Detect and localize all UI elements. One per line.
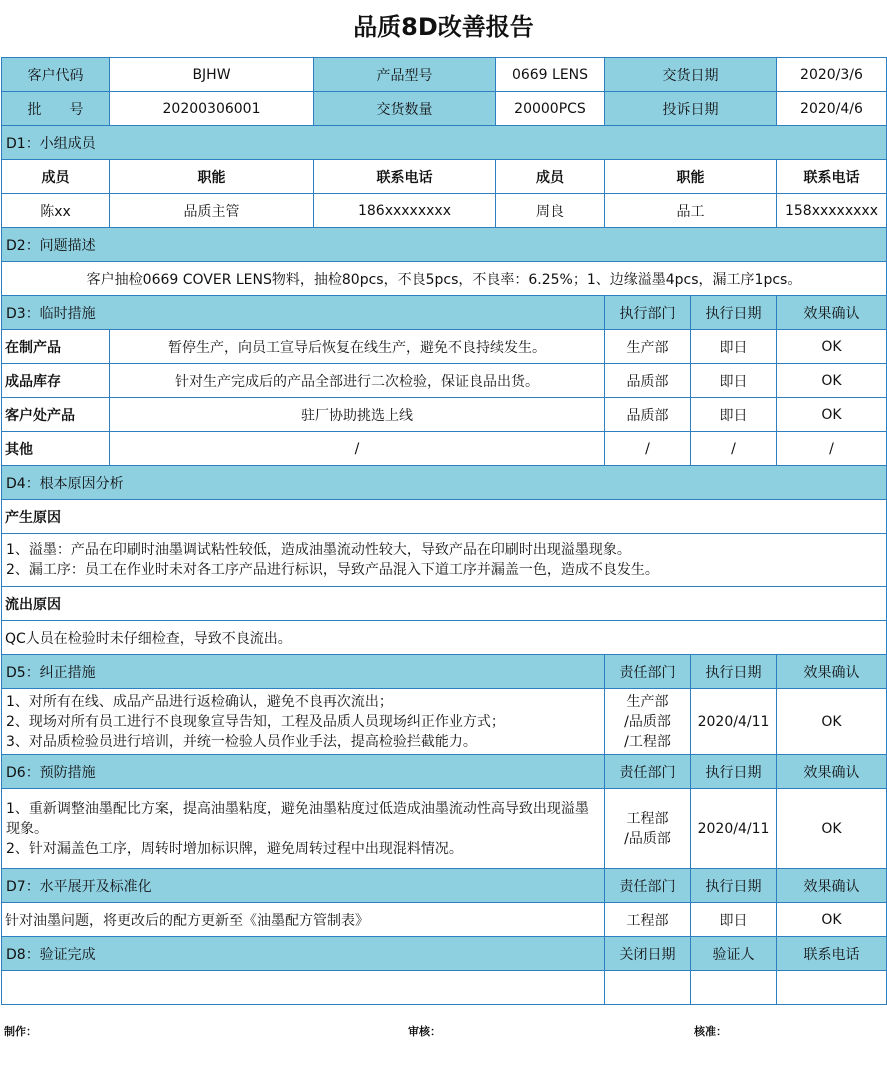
d3-row-dept: 生产部: [605, 330, 691, 364]
d3-row-result: OK: [777, 330, 887, 364]
complaint-date-value: 2020/4/6: [777, 92, 887, 126]
d1-col-phone-1: 联系电话: [314, 160, 496, 194]
d3-row-text: 暂停生产，向员工宣导后恢复在线生产，避免不良持续发生。: [110, 330, 605, 364]
d5-col-result: 效果确认: [777, 655, 887, 689]
d3-row-dept: /: [605, 432, 691, 466]
d8-close-date: [605, 971, 691, 1005]
d2-title: D2：问题描述: [2, 228, 887, 262]
d6-dept: [605, 789, 691, 869]
d1-col-member-1: 成员: [2, 160, 110, 194]
d5-title: D5：纠正措施: [2, 655, 605, 689]
report-title: 品质8D改善报告: [353, 13, 534, 41]
d6-line-1: 1、重新调整油墨配比方案，提高油墨粘度，避免油墨粘度过低造成油墨流动性高导致出现溢墨现象。: [6, 800, 589, 837]
d3-row: [2, 364, 887, 398]
d6-col-date: 执行日期: [691, 755, 777, 789]
d6-col-dept: 责任部门: [605, 755, 691, 789]
d6-date: 2020/4/11: [691, 789, 777, 869]
d5-line-3: 3、对品质检验员进行培训，并统一检验人员作业手法，提高检验拦截能力。: [6, 733, 477, 750]
d7-col-date: 执行日期: [691, 869, 777, 903]
d3-row-label: 其他: [2, 432, 110, 466]
d6-title: D6：预防措施: [2, 755, 605, 789]
d1-col-member-2: 成员: [496, 160, 605, 194]
d7-dept: 工程部: [605, 903, 691, 937]
d1-role-1: 品质主管: [110, 194, 314, 228]
d7-result: OK: [777, 903, 887, 937]
d5-col-dept: 责任部门: [605, 655, 691, 689]
d1-member-2: 周良: [496, 194, 605, 228]
d3-row-date: /: [691, 432, 777, 466]
d4-cause-line-1: 1、溢墨：产品在印刷时油墨调试粘性较低，造成油墨流动性较大，导致产品在印刷时出现溢墨现象。: [6, 542, 631, 558]
d3-row-dept: 品质部: [605, 398, 691, 432]
d6-dept-line-2: /品质部: [624, 830, 671, 847]
d5-line-1: 1、对所有在线、成品产品进行返检确认，避免不良再次流出；: [6, 693, 393, 710]
d5-result: OK: [777, 689, 887, 755]
d3-col-result: 效果确认: [777, 296, 887, 330]
d6-col-result: 效果确认: [777, 755, 887, 789]
d7-col-result: 效果确认: [777, 869, 887, 903]
batch-value: 20200306001: [110, 92, 314, 126]
d8-verifier: [691, 971, 777, 1005]
d3-row-label: 在制产品: [2, 330, 110, 364]
d5-line-2: 2、现场对所有员工进行不良现象宣导告知，工程及品质人员现场纠正作业方式；: [6, 713, 505, 730]
d5-dept-line-3: /工程部: [624, 733, 671, 750]
d3-row: [2, 330, 887, 364]
header-row-1: [2, 58, 887, 92]
d8-phone: [777, 971, 887, 1005]
d5-dept-line-2: /品质部: [624, 713, 671, 730]
d5-col-date: 执行日期: [691, 655, 777, 689]
d7-date: 即日: [691, 903, 777, 937]
footer-review: 审核：: [408, 1025, 441, 1038]
d3-row-text: 针对生产完成后的产品全部进行二次检验，保证良品出货。: [110, 364, 605, 398]
d3-row-date: 即日: [691, 330, 777, 364]
d3-row-dept: 品质部: [605, 364, 691, 398]
d8-col-phone: 联系电话: [777, 937, 887, 971]
footer-approve: 核准：: [694, 1025, 727, 1038]
delivery-date-value: 2020/3/6: [777, 58, 887, 92]
d3-row-date: 即日: [691, 398, 777, 432]
d1-phone-1: 186xxxxxxxx: [314, 194, 496, 228]
d6-line-2: 2、针对漏盖色工序，周转时增加标识牌，避免周转过程中出现混料情况。: [6, 840, 463, 857]
d3-row-label: 成品库存: [2, 364, 110, 398]
d8-blank: [2, 971, 605, 1005]
d3-row-result: /: [777, 432, 887, 466]
d3-row: [2, 398, 887, 432]
d1-member-row: [2, 194, 887, 228]
qty-value: 20000PCS: [496, 92, 605, 126]
d3-title: D3：临时措施: [2, 296, 605, 330]
d5-measures: [2, 689, 605, 755]
d1-header-row: [2, 160, 887, 194]
d4-title: D4：根本原因分析: [2, 466, 887, 500]
delivery-date-label: 交货日期: [605, 58, 777, 92]
d3-row-text: /: [110, 432, 605, 466]
d4-cause-text: [2, 534, 887, 587]
batch-label: 批 号: [2, 92, 110, 126]
d1-phone-2: 158xxxxxxxx: [777, 194, 887, 228]
d1-role-2: 品工: [605, 194, 777, 228]
d6-measures: [2, 789, 605, 869]
d3-row-result: OK: [777, 398, 887, 432]
complaint-date-label: 投诉日期: [605, 92, 777, 126]
customer-code-label: 客户代码: [2, 58, 110, 92]
d3-col-dept: 执行部门: [605, 296, 691, 330]
customer-code-value: BJHW: [110, 58, 314, 92]
d7-title: D7：水平展开及标准化: [2, 869, 605, 903]
d4-cause-title: 产生原因: [2, 500, 887, 534]
d5-dept-line-1: 生产部: [626, 693, 669, 710]
model-label: 产品型号: [314, 58, 496, 92]
d3-row-text: 驻厂协助挑选上线: [110, 398, 605, 432]
d3-row: [2, 432, 887, 466]
d4-outflow-text: QC人员在检验时未仔细检查，导致不良流出。: [2, 621, 887, 655]
d3-row-date: 即日: [691, 364, 777, 398]
d2-description: 客户抽检0669 COVER LENS物料，抽检80pcs，不良5pcs，不良率：6.25%；1、边缘溢墨4pcs，漏工序1pcs。: [2, 262, 887, 296]
d5-dept: [605, 689, 691, 755]
d4-outflow-title: 流出原因: [2, 587, 887, 621]
d8-title: D8：验证完成: [2, 937, 605, 971]
d7-col-dept: 责任部门: [605, 869, 691, 903]
footer-made-by: 制作：: [4, 1025, 37, 1038]
d7-text: 针对油墨问题，将更改后的配方更新至《油墨配方管制表》: [2, 903, 605, 937]
d6-dept-line-1: 工程部: [626, 810, 669, 827]
d6-result: OK: [777, 789, 887, 869]
d1-title: D1：小组成员: [2, 126, 887, 160]
qty-label: 交货数量: [314, 92, 496, 126]
d5-date: 2020/4/11: [691, 689, 777, 755]
report-table: [1, 57, 887, 1005]
d8-col-close-date: 关闭日期: [605, 937, 691, 971]
header-row-2: [2, 92, 887, 126]
d1-col-role-2: 职能: [605, 160, 777, 194]
d3-row-result: OK: [777, 364, 887, 398]
model-value: 0669 LENS: [496, 58, 605, 92]
d1-col-role-1: 职能: [110, 160, 314, 194]
d1-member-1: 陈xx: [2, 194, 110, 228]
d8-col-verifier: 验证人: [691, 937, 777, 971]
d4-cause-line-2: 2、漏工序：员工在作业时未对各工序产品进行标识，导致产品混入下道工序并漏盖一色，造成不良发生。: [6, 562, 659, 578]
d3-col-date: 执行日期: [691, 296, 777, 330]
d1-col-phone-2: 联系电话: [777, 160, 887, 194]
d3-row-label: 客户处产品: [2, 398, 110, 432]
